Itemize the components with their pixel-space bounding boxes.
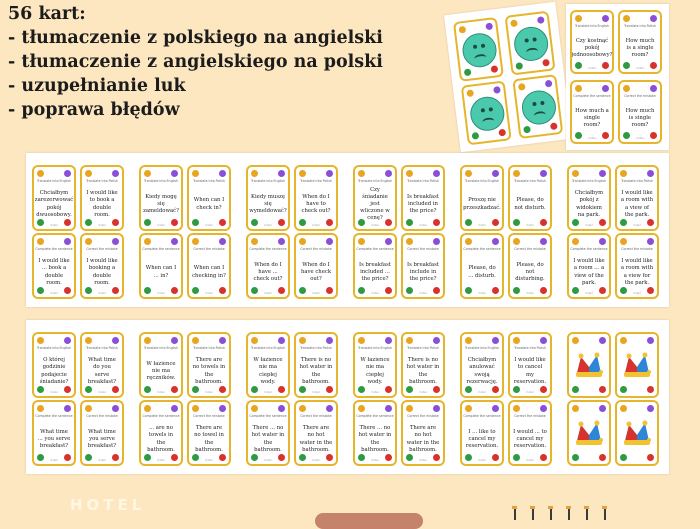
card-type-label: Translate into Polish	[621, 179, 653, 183]
translate-en-pl-card	[615, 165, 659, 231]
sad-face-icon	[520, 89, 558, 127]
card-text: I would like to cancel my reservation.	[513, 357, 547, 385]
translate-en-pl-card	[294, 165, 338, 231]
sad-face-icon	[468, 95, 506, 133]
complete-sentence-card	[353, 233, 397, 299]
translate-pl-en-card	[353, 332, 397, 398]
complete-sentence-card	[460, 400, 504, 466]
card-type-label: Complete the sentence	[573, 94, 611, 98]
complete-sentence-card	[32, 400, 76, 466]
translate-pl-en-card	[460, 332, 504, 398]
card-footer: hotel	[371, 291, 379, 295]
card-type-label: Translate into Polish	[624, 24, 656, 28]
card-text: Czy kostnąć pokój jednoosobowy?	[571, 37, 613, 59]
correct-mistake-card	[187, 233, 231, 299]
complete-sentence-card	[567, 233, 611, 299]
card-footer: hotel	[264, 291, 272, 295]
card-footer: hotel	[633, 223, 641, 227]
translate-pl-en-card	[567, 165, 611, 231]
correct-mistake-card	[508, 233, 552, 299]
card-text: I would like a room with a view for the park.	[620, 258, 654, 286]
card-text: How much is a single room?	[625, 37, 655, 59]
correct-mistake-card	[80, 400, 124, 466]
card-footer: hotel	[98, 223, 106, 227]
card-footer: hotel	[633, 291, 641, 295]
jester-hat-icon	[621, 351, 653, 379]
card-sheet	[26, 320, 669, 474]
translate-en-pl-card	[80, 165, 124, 231]
correct-mistake-card	[618, 80, 662, 144]
card-type-label: Correct the mistake	[300, 414, 332, 418]
card-type-label: Correct the mistake	[407, 247, 439, 251]
card-type-label: Translate into English	[143, 179, 179, 183]
card-footer: hotel	[371, 458, 379, 462]
card-footer: hotel	[478, 223, 486, 227]
card-text: W łazience nie ma ciepłej wody.	[253, 357, 283, 385]
card-type-label: Translate into English	[250, 346, 286, 350]
card-type-label: Complete the sentence	[35, 414, 73, 418]
card-text: What time ... you serve breakfast?	[37, 428, 71, 450]
card-type-label: Translate into English	[357, 346, 393, 350]
card-footer: hotel	[526, 458, 534, 462]
card-type-label: Complete the sentence	[463, 414, 501, 418]
heading-item-gap-fill: - uzupełnianie luk	[8, 76, 186, 96]
heading-item-pl-en: - tłumaczenie z polskiego na angielski	[8, 28, 383, 48]
card-type-label: Translate into English	[143, 346, 179, 350]
card-text: W łazience nie ma ciepłej wody.	[360, 357, 390, 385]
heading-item-en-pl: - tłumaczenie z angielskiego na polski	[8, 52, 383, 72]
card-text: What time do you serve breakfast?	[87, 357, 117, 385]
card-text: When can I checking in?	[192, 265, 226, 279]
translate-en-pl-card	[508, 332, 552, 398]
translate-en-pl-card	[401, 332, 445, 398]
decorative-pill	[315, 513, 423, 529]
card-type-label: Translate into Polish	[300, 179, 332, 183]
card-text: There are no hot water in the bathroom.	[406, 425, 440, 453]
translate-pl-en-card	[570, 10, 614, 74]
card-type-label: Complete the sentence	[142, 247, 180, 251]
card-type-label: Translate into English	[357, 179, 393, 183]
translate-pl-en-card	[353, 165, 397, 231]
card-text: Please, do not disturbing.	[515, 261, 545, 283]
correct-mistake-card	[80, 233, 124, 299]
card-footer: hotel	[264, 458, 272, 462]
card-back-sad	[512, 74, 563, 139]
card-type-label: Correct the mistake	[300, 247, 332, 251]
card-footer: hotel	[312, 223, 320, 227]
card-footer: hotel	[636, 66, 644, 70]
card-footer: hotel	[205, 458, 213, 462]
card-footer: hotel	[157, 223, 165, 227]
correct-mistake-card	[294, 233, 338, 299]
card-type-label: Translate into English	[571, 179, 607, 183]
card-type-label: Translate into Polish	[86, 346, 118, 350]
card-text: Is breakfast included in the price?	[407, 193, 439, 215]
card-type-label: Translate into English	[464, 179, 500, 183]
card-type-label: Translate into English	[464, 346, 500, 350]
card-text: I would like a room ... a view of the park.	[573, 258, 605, 286]
card-type-label: Correct the mistake	[621, 247, 653, 251]
correct-mistake-card	[187, 400, 231, 466]
card-footer: hotel	[585, 291, 593, 295]
card-footer: hotel	[205, 390, 213, 394]
card-type-label: Complete the sentence	[570, 247, 608, 251]
card-footer: hotel	[264, 223, 272, 227]
card-footer: hotel	[157, 291, 165, 295]
card-text: I would like a room with a view of the park.	[620, 190, 654, 218]
card-footer: hotel	[419, 390, 427, 394]
card-type-label: Translate into English	[36, 346, 72, 350]
card-text: How much is single room?	[625, 107, 655, 129]
card-sheet	[26, 153, 669, 307]
card-footer: hotel	[205, 223, 213, 227]
card-back-sad	[453, 17, 504, 82]
card-type-label: Translate into Polish	[300, 346, 332, 350]
card-type-label: Correct the mistake	[86, 247, 118, 251]
card-back-jester	[615, 400, 659, 466]
card-text: W łazience nie ma ręczników.	[146, 360, 176, 382]
translate-pl-en-card	[246, 165, 290, 231]
card-footer: hotel	[526, 291, 534, 295]
card-footer: hotel	[478, 291, 486, 295]
decorative-title: HOTEL	[70, 496, 146, 514]
card-text: I would like booking a double room.	[86, 258, 118, 286]
card-text: When do I have ... check out?	[253, 261, 283, 283]
card-text: I ... like to cancel my reservation.	[465, 428, 499, 450]
card-type-label: Complete the sentence	[249, 247, 287, 251]
complete-sentence-card	[353, 400, 397, 466]
card-type-label: Complete the sentence	[356, 414, 394, 418]
card-footer: hotel	[588, 136, 596, 140]
card-front-preview-sheet	[566, 4, 669, 150]
translate-pl-en-card	[139, 332, 183, 398]
translate-en-pl-card	[618, 10, 662, 74]
card-text: Chciałbym anulować swoją rezerwację.	[466, 357, 498, 385]
translate-en-pl-card	[508, 165, 552, 231]
card-type-label: Translate into Polish	[407, 179, 439, 183]
card-text: Proszę nie przeszkadzać.	[463, 197, 501, 211]
card-text: Please, do not disturb.	[514, 197, 546, 211]
correct-mistake-card	[508, 400, 552, 466]
card-text: What time you serve breakfast?	[87, 428, 117, 450]
card-footer: hotel	[478, 390, 486, 394]
card-footer: hotel	[312, 390, 320, 394]
card-text: Is breakfast include in the price?	[407, 261, 439, 283]
card-back-sad	[461, 80, 512, 145]
card-text: I would ... to cancel my reservation.	[513, 428, 547, 450]
product-heading	[8, 2, 383, 122]
heading-card-count: 56 kart:	[8, 4, 86, 24]
card-footer: hotel	[526, 223, 534, 227]
jester-hat-icon	[573, 351, 605, 379]
complete-sentence-card	[139, 400, 183, 466]
card-type-label: Complete the sentence	[249, 414, 287, 418]
card-text: When can I check in?	[193, 197, 225, 211]
complete-sentence-card	[139, 233, 183, 299]
card-type-label: Correct the mistake	[514, 247, 546, 251]
card-text: Czy śniadanie jest wliczone w cenę?	[360, 186, 390, 222]
translate-pl-en-card	[32, 332, 76, 398]
card-text: There are no towels in the bathroom.	[192, 357, 226, 385]
card-text: There ... no hot water in the bathroom.	[358, 425, 392, 453]
card-footer: hotel	[157, 458, 165, 462]
card-footer: hotel	[636, 136, 644, 140]
card-footer: hotel	[371, 223, 379, 227]
jester-hat-icon	[621, 419, 653, 447]
complete-sentence-card	[246, 233, 290, 299]
card-type-label: Correct the mistake	[193, 414, 225, 418]
card-footer: hotel	[50, 291, 58, 295]
card-text: There are no towel in the bathroom.	[194, 425, 224, 453]
card-footer: hotel	[157, 390, 165, 394]
card-type-label: Translate into English	[36, 179, 72, 183]
card-type-label: Correct the mistake	[514, 414, 546, 418]
card-text: There is no hot water in the bathroom.	[299, 357, 333, 385]
complete-sentence-card	[460, 233, 504, 299]
card-footer: hotel	[371, 390, 379, 394]
card-text: There is no hot water in the bathroom.	[406, 357, 440, 385]
card-footer: hotel	[419, 223, 427, 227]
translate-pl-en-card	[246, 332, 290, 398]
candles-decoration	[508, 506, 616, 520]
card-footer: hotel	[50, 390, 58, 394]
card-text: Kiedy mogę się zameldować?	[143, 193, 179, 215]
card-text: There are no hot water in the bathroom.	[299, 425, 333, 453]
card-text: ... are no towels in the bathroom.	[147, 425, 175, 453]
correct-mistake-card	[401, 233, 445, 299]
card-footer: hotel	[264, 390, 272, 394]
card-text: How much a single room?	[575, 107, 609, 129]
card-text: Please, do ... disturb.	[468, 265, 496, 279]
card-type-label: Translate into English	[574, 24, 610, 28]
card-footer: hotel	[419, 291, 427, 295]
card-text: Is breakfast included ... the price?	[359, 261, 391, 283]
translate-en-pl-card	[294, 332, 338, 398]
translate-en-pl-card	[187, 165, 231, 231]
card-text: I would like ... book a double room.	[38, 258, 70, 286]
correct-mistake-card	[615, 233, 659, 299]
complete-sentence-card	[32, 233, 76, 299]
card-type-label: Translate into Polish	[514, 179, 546, 183]
heading-item-error-correction: - poprawa błędów	[8, 100, 180, 120]
card-type-label: Correct the mistake	[407, 414, 439, 418]
card-back-jester	[567, 400, 611, 466]
card-footer: hotel	[312, 291, 320, 295]
jester-hat-icon	[573, 419, 605, 447]
complete-sentence-card	[570, 80, 614, 144]
card-text: When do I have to check out?	[301, 193, 331, 215]
card-type-label: Complete the sentence	[142, 414, 180, 418]
card-footer: hotel	[419, 458, 427, 462]
correct-mistake-card	[401, 400, 445, 466]
card-back-preview-sheet	[444, 2, 572, 153]
card-back-sad	[505, 11, 556, 76]
card-text: I would like to book a double room.	[86, 190, 118, 218]
card-footer: hotel	[478, 458, 486, 462]
card-type-label: Translate into Polish	[407, 346, 439, 350]
sad-face-icon	[461, 31, 499, 69]
card-text: There ... no hot water in the bathroom.	[251, 425, 285, 453]
translate-en-pl-card	[187, 332, 231, 398]
card-footer: hotel	[312, 458, 320, 462]
translate-pl-en-card	[460, 165, 504, 231]
card-footer: hotel	[526, 390, 534, 394]
card-type-label: Correct the mistake	[193, 247, 225, 251]
card-type-label: Translate into Polish	[193, 346, 225, 350]
card-footer: hotel	[588, 66, 596, 70]
card-footer: hotel	[50, 223, 58, 227]
card-type-label: Correct the mistake	[86, 414, 118, 418]
card-type-label: Complete the sentence	[35, 247, 73, 251]
card-back-jester	[567, 332, 611, 398]
card-text: When do I have check out?	[300, 261, 332, 283]
card-text: O której godzinie podajecie śniadanie?	[39, 357, 69, 385]
card-footer: hotel	[98, 291, 106, 295]
card-footer: hotel	[98, 390, 106, 394]
card-type-label: Translate into English	[250, 179, 286, 183]
card-text: Chciałbym zarezerwować pokój dwuosobowy.	[34, 190, 74, 218]
card-type-label: Translate into Polish	[86, 179, 118, 183]
card-type-label: Translate into Polish	[193, 179, 225, 183]
translate-en-pl-card	[80, 332, 124, 398]
card-back-jester	[615, 332, 659, 398]
translate-pl-en-card	[139, 165, 183, 231]
card-type-label: Complete the sentence	[463, 247, 501, 251]
card-type-label: Correct the mistake	[624, 94, 656, 98]
complete-sentence-card	[246, 400, 290, 466]
card-type-label: Translate into Polish	[514, 346, 546, 350]
card-footer: hotel	[205, 291, 213, 295]
sad-face-icon	[512, 25, 550, 63]
card-footer: hotel	[585, 223, 593, 227]
correct-mistake-card	[294, 400, 338, 466]
card-type-label: Complete the sentence	[356, 247, 394, 251]
card-text: Kiedy muszę się wymeldować?	[249, 193, 287, 215]
translate-en-pl-card	[401, 165, 445, 231]
card-footer: hotel	[50, 458, 58, 462]
card-footer: hotel	[98, 458, 106, 462]
card-text: Chciałbym pokój z widokiem na park.	[574, 190, 604, 218]
card-text: When can I ... in?	[145, 265, 177, 279]
translate-pl-en-card	[32, 165, 76, 231]
